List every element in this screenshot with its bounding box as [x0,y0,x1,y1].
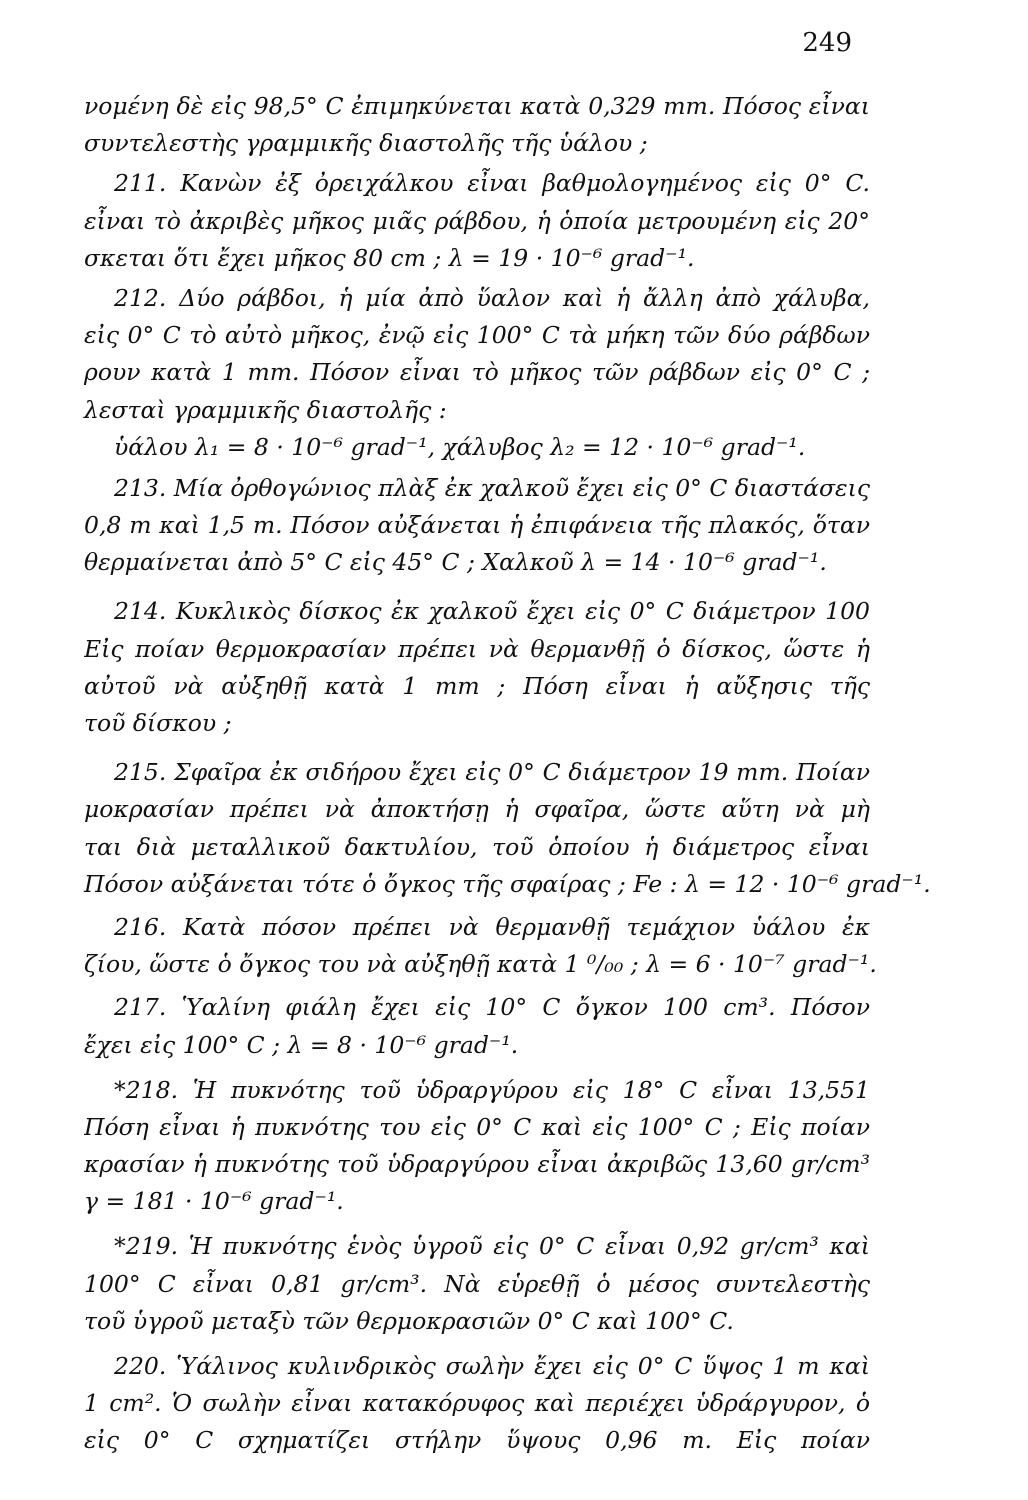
text-line: *218. Ἡ πυκνότης τοῦ ὑδραργύρου εἰς 18° C εἶναι 13,551 [114,1075,870,1104]
text-line: συντελεστὴς γραμμικῆς διαστολῆς τῆς ὑάλου ; [84,129,648,158]
page-number: 249 [802,28,852,58]
text-line: 100° C εἶναι 0,81 gr/cm³. Νὰ εὑρεθῇ ὁ μέσος συντελεστὴς [84,1269,870,1298]
text-line: 216. Κατὰ πόσον πρέπει νὰ θερμανθῇ τεμάχιον ὑάλου ἐκ [114,912,870,941]
paragraph-gap [84,581,870,593]
text-line: 211. Κανὼν ἐξ ὀρειχάλκου εἶναι βαθμολογημένος εἰς 0° C. [114,169,870,198]
text-line: κρασίαν ἡ πυκνότης τοῦ ὑδραργύρου εἶναι ἀκριβῶς 13,60 gr/cm³ [84,1150,870,1179]
paragraph [84,909,877,983]
paragraph [84,1348,870,1460]
paragraph [84,593,870,742]
paragraph [84,989,870,1063]
text-line: ζίου, ὥστε ὁ ὄγκος του νὰ αὐξηθῇ κατὰ 1 ⁰/₀₀ ; λ = 6 · 10⁻⁷ grad⁻¹. [84,950,877,979]
text-line: γ = 181 · 10⁻⁶ grad⁻¹. [84,1187,344,1216]
text-line: ἔχει εἰς 100° C ; λ = 8 · 10⁻⁶ grad⁻¹. [84,1030,519,1059]
text-line: 215. Σφαῖρα ἐκ σιδήρου ἔχει εἰς 0° C διάμετρον 19 mm. Ποίαν [114,758,870,787]
text-line: ὑάλου λ₁ = 8 · 10⁻⁶ grad⁻¹, χάλυβος λ₂ = 12 · 10⁻⁶ grad⁻¹. [114,432,806,461]
text-line: Πόσον αὐξάνεται τότε ὁ ὄγκος τῆς σφαίρας ; Fe : λ = 12 · 10⁻⁶ grad⁻¹. [84,869,931,898]
paragraph [84,1072,870,1221]
paragraph-gap [84,742,870,754]
paragraph [84,88,870,162]
text-line: 220. Ὑάλινος κυλινδρικὸς σωλὴν ἔχει εἰς 0° C ὕψος 1 m καὶ [114,1352,870,1380]
text-line: 213. Μία ὀρθογώνιος πλὰξ ἐκ χαλκοῦ ἔχει εἰς 0° C διαστάσεις [114,473,870,502]
text-line: τοῦ ὑγροῦ μεταξὺ τῶν θερμοκρασιῶν 0° C καὶ 100° C. [84,1306,734,1335]
text-line: Πόση εἶναι ἡ πυκνότης του εἰς 0° C καὶ εἰς 100° C ; Εἰς ποίαν [84,1112,870,1141]
paragraph-gap [84,1064,870,1072]
paragraph [84,754,931,903]
text-line: θερμαίνεται ἀπὸ 5° C εἰς 45° C ; Χαλκοῦ λ = 14 · 10⁻⁶ grad⁻¹. [84,548,827,577]
paragraph [84,280,870,466]
text-line: σκεται ὅτι ἔχει μῆκος 80 cm ; λ = 19 · 10⁻⁶ grad⁻¹. [84,243,695,272]
paragraph-gap [84,1340,870,1348]
text-line: τοῦ δίσκου ; [84,709,232,737]
text-line: Εἰς ποίαν θερμοκρασίαν πρέπει νὰ θερμανθῇ ὁ δίσκος, ὥστε ἡ [84,634,870,663]
text-line: 217. Ὑαλίνη φιάλη ἔχει εἰς 10° C ὄγκον 100 cm³. Πόσον [114,993,870,1022]
text-line: ται διὰ μεταλλικοῦ δακτυλίου, τοῦ ὁποίου ἡ διάμετρος εἶναι [84,832,870,861]
paragraph-gap [84,1220,870,1228]
text-line: ρουν κατὰ 1 mm. Πόσον εἶναι τὸ μῆκος τῶν ράβδων εἰς 0° C ; [84,358,870,387]
text-line: εἰς 0° C σχηματίζει στήλην ὕψους 0,96 m. Εἰς ποίαν [84,1426,870,1455]
text-line: εἶναι τὸ ἀκριβὲς μῆκος μιᾶς ράβδου, ἡ ὁποία μετρουμένη εἰς 20° [84,206,870,235]
text-line: μοκρασίαν πρέπει νὰ ἀποκτήσῃ ἡ σφαῖρα, ὥστε αὕτη νὰ μὴ [84,795,870,824]
paragraph [84,470,870,582]
text-line: νομένη δὲ εἰς 98,5° C ἐπιμηκύνεται κατὰ 0,329 mm. Πόσος εἶναι [84,92,870,120]
text-line: εἰς 0° C τὸ αὐτὸ μῆκος, ἐνῷ εἰς 100° C τὰ μήκη τῶν δύο ράβδων [84,321,870,350]
text-line: 1 cm². Ὁ σωλὴν εἶναι κατακόρυφος καὶ περιέχει ὑδράργυρον, ὁ [84,1389,870,1418]
text-line: αὐτοῦ νὰ αὐξηθῇ κατὰ 1 mm ; Πόση εἶναι ἡ αὔξησις τῆς [84,671,870,700]
body-text [84,88,931,1460]
text-line: 214. Κυκλικὸς δίσκος ἐκ χαλκοῦ ἔχει εἰς 0° C διάμετρον 100 [114,597,870,626]
paragraph [84,1228,870,1340]
paragraph [84,165,870,277]
text-line: λεσταὶ γραμμικῆς διαστολῆς : [84,395,447,424]
text-line: 212. Δύο ράβδοι, ἡ μία ἀπὸ ὕαλον καὶ ἡ ἄλλη ἀπὸ χάλυβα, [114,283,870,312]
text-line: *219. Ἡ πυκνότης ἑνὸς ὑγροῦ εἰς 0° C εἶναι 0,92 gr/cm³ καὶ [114,1232,870,1261]
text-line: 0,8 m καὶ 1,5 m. Πόσον αὐξάνεται ἡ ἐπιφάνεια τῆς πλακός, ὅταν [84,511,870,540]
